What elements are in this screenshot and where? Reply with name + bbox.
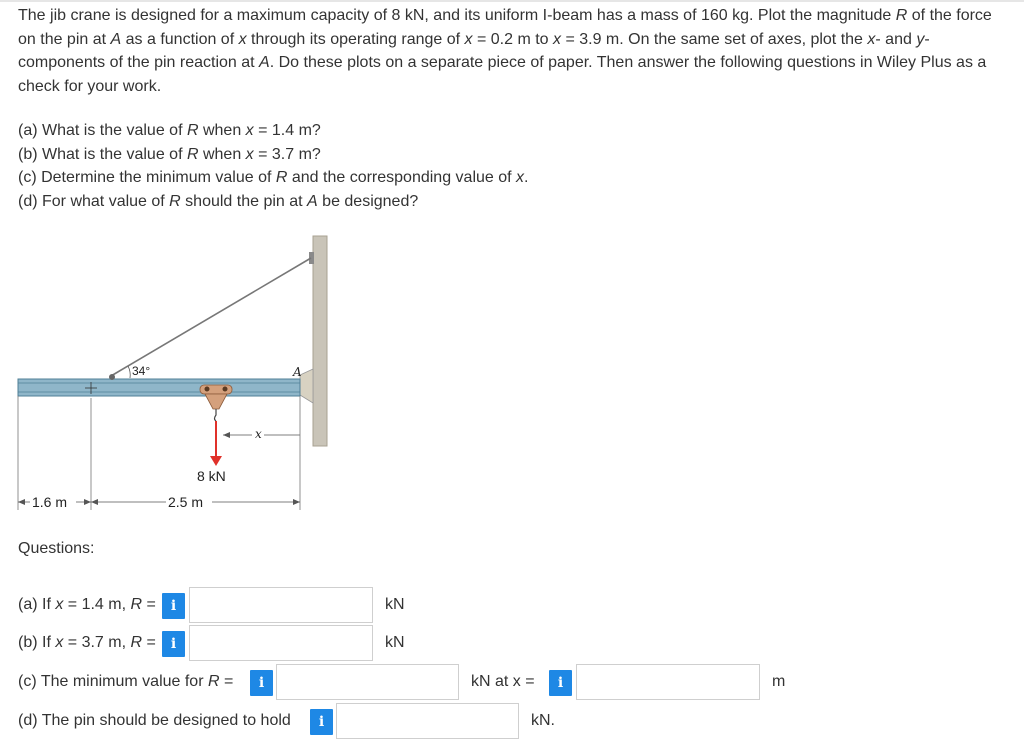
question-c: (c) Determine the minimum value of R and the corresponding value of x. bbox=[18, 169, 529, 186]
trolley-wheel-left bbox=[205, 387, 210, 392]
info-icon[interactable]: i bbox=[549, 670, 572, 696]
angle-arc bbox=[128, 366, 130, 378]
answer-a-unit: kN bbox=[385, 596, 405, 613]
question-list bbox=[18, 119, 528, 213]
answer-d-unit: kN. bbox=[531, 712, 555, 729]
jib-crane-figure bbox=[0, 228, 340, 518]
dim1-label: 1.6 m bbox=[32, 494, 68, 510]
load-label: 8 kN bbox=[197, 468, 226, 484]
rod-attachment bbox=[109, 374, 115, 380]
trolley-wheel-right bbox=[223, 387, 228, 392]
question-a: (a) What is the value of R when x = 1.4 m? bbox=[18, 122, 321, 139]
dim2-arrow-left bbox=[91, 499, 98, 505]
dim1-arrow-left bbox=[18, 499, 25, 505]
answer-row-b bbox=[18, 625, 438, 663]
info-icon[interactable]: i bbox=[162, 593, 185, 619]
wall bbox=[313, 236, 327, 446]
answer-c-unit-m: m bbox=[772, 673, 786, 690]
top-divider bbox=[0, 0, 1024, 2]
dim2-label: 2.5 m bbox=[168, 494, 204, 510]
answer-c-label: (c) The minimum value for R = bbox=[18, 673, 234, 690]
question-b: (b) What is the value of R when x = 3.7 m? bbox=[18, 145, 321, 163]
answer-a-input[interactable] bbox=[189, 587, 373, 623]
problem-statement: The jib crane is designed for a maximum capacity of 8 kN, and its uniform I-beam has a mass of 160 kg. Plot the magnitude R of the force on the pin at A as a function of x through its operating range of x = 0.2 m to x = 3.9 m. On the same set of axes, plot the x- and y-components of the pin reaction at A. Do these plots on a separate piece of paper. Then answer the following questions in Wiley Plus as a check for your work. bbox=[18, 7, 992, 95]
questions-heading: Questions: bbox=[18, 540, 95, 557]
hoist-block bbox=[205, 394, 227, 409]
answer-c-min-r-input[interactable] bbox=[276, 664, 459, 700]
question-d: (d) For what value of R should the pin at A be designed? bbox=[18, 192, 419, 210]
tie-rod bbox=[111, 258, 311, 376]
i-beam bbox=[18, 379, 300, 396]
pin-bracket bbox=[300, 369, 313, 403]
answer-c-unit-kn: kN at x = bbox=[471, 673, 535, 690]
answer-row-a bbox=[18, 587, 438, 625]
x-dimension-arrow bbox=[223, 432, 230, 438]
answer-c-x-input[interactable] bbox=[576, 664, 760, 700]
answer-b-label: (b) If x = 3.7 m, R = bbox=[18, 634, 156, 651]
dim2-arrow-right bbox=[293, 499, 300, 505]
x-label: x bbox=[255, 427, 262, 441]
answer-row-c bbox=[18, 664, 1018, 702]
answer-b-input[interactable] bbox=[189, 625, 373, 661]
hook bbox=[215, 409, 217, 421]
info-icon[interactable]: i bbox=[310, 709, 333, 735]
answer-b-unit: kN bbox=[385, 634, 405, 651]
pin-label: A bbox=[293, 365, 302, 379]
answer-row-d bbox=[18, 703, 618, 741]
answer-d-label: (d) The pin should be designed to hold bbox=[18, 712, 291, 729]
load-arrow-head bbox=[210, 456, 222, 466]
answer-d-input[interactable] bbox=[336, 703, 519, 739]
answer-a-label: (a) If x = 1.4 m, R = bbox=[18, 596, 156, 613]
dim1-arrow-right bbox=[84, 499, 91, 505]
angle-label: 34° bbox=[132, 364, 151, 378]
info-icon[interactable]: i bbox=[162, 631, 185, 657]
info-icon[interactable]: i bbox=[250, 670, 273, 696]
